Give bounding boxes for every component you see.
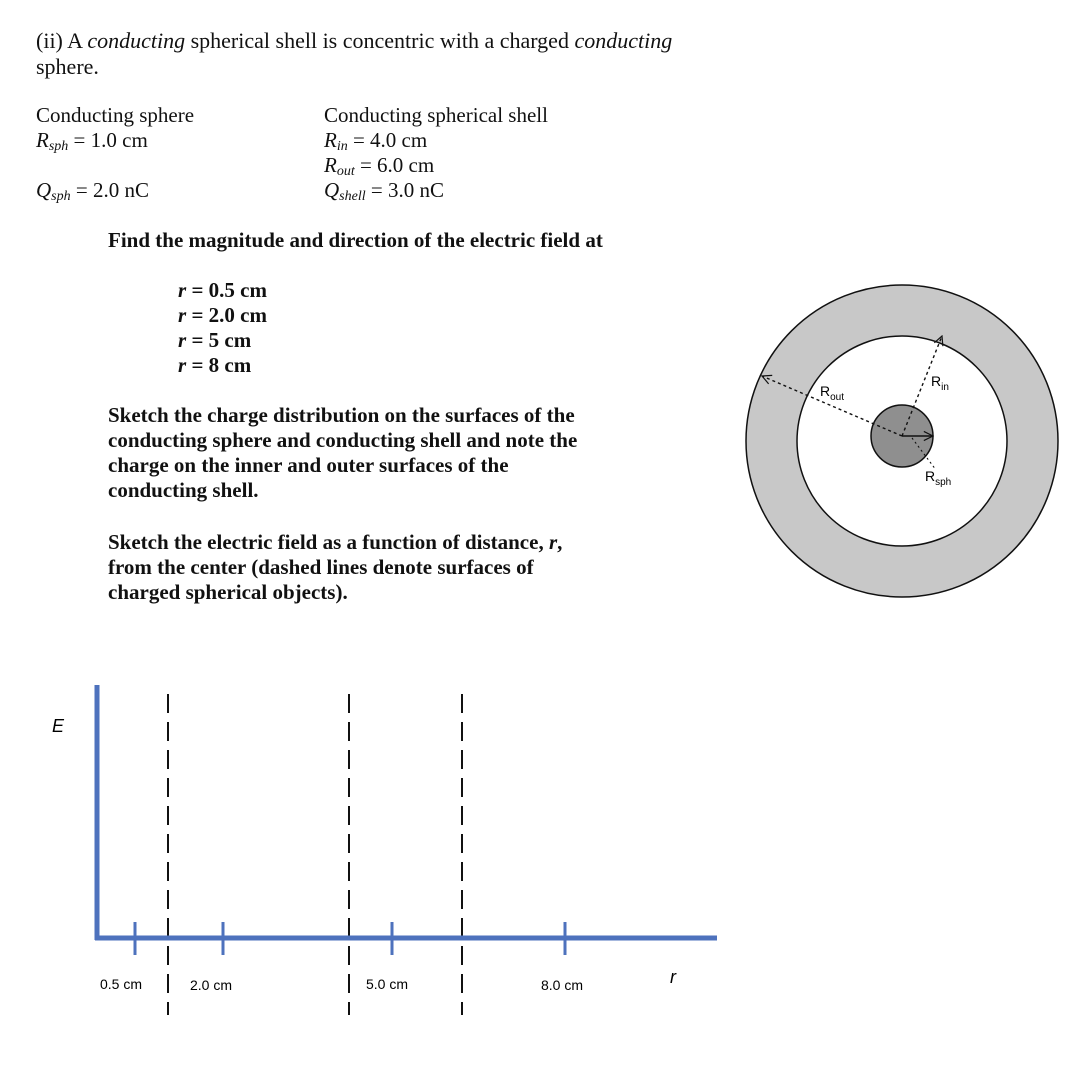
charge-line-1: Sketch the charge distribution on the surfaces of the bbox=[108, 403, 575, 427]
sketch-line-2: from the center (dashed lines denote surfaces of bbox=[108, 555, 534, 579]
field-graph bbox=[52, 685, 717, 1015]
y-axis-label: E bbox=[52, 716, 65, 736]
question-field-heading: Find the magnitude and direction of the electric field at bbox=[108, 228, 603, 252]
tick-label-0-5cm: 0.5 cm bbox=[100, 976, 143, 992]
sketch-line-1: Sketch the electric field as a function of distance, r, bbox=[108, 530, 563, 554]
tick-label-5-0cm: 5.0 cm bbox=[366, 976, 409, 992]
rsph-label: $R_{sph}$ bbox=[925, 468, 952, 488]
point-4: r = 8 cm bbox=[178, 353, 252, 377]
rout-label: $R_{out}$ bbox=[820, 383, 845, 403]
point-2: r = 2.0 cm bbox=[178, 303, 267, 327]
sketch-line-3: charged spherical objects). bbox=[108, 580, 348, 604]
charge-line-2: conducting sphere and conducting shell and note the bbox=[108, 428, 578, 452]
sphere-shell-diagram bbox=[746, 285, 1058, 597]
intro-line-1: (ii) A conducting spherical shell is concentric with a charged conducting bbox=[36, 28, 673, 53]
sphere-heading: Conducting sphere bbox=[36, 103, 195, 127]
point-1: r = 0.5 cm bbox=[178, 278, 267, 302]
shell-charge: $Q_{shell} = 3.0$ nC bbox=[324, 178, 444, 204]
intro-line-2: sphere. bbox=[36, 54, 99, 79]
point-3: r = 5 cm bbox=[178, 328, 252, 352]
tick-label-2-0cm: 2.0 cm bbox=[190, 977, 233, 993]
sphere-charge: $Q_{sph} = 2.0$ nC bbox=[36, 178, 149, 204]
sphere-radius: $R_{sph} = 1.0$ cm bbox=[36, 128, 148, 154]
shell-inner-radius: $R_{in} = 4.0$ cm bbox=[324, 128, 428, 154]
shell-heading: Conducting spherical shell bbox=[324, 103, 548, 127]
x-axis-label: r bbox=[670, 967, 676, 987]
charge-line-3: charge on the inner and outer surfaces of the bbox=[108, 453, 509, 477]
charge-line-4: conducting shell. bbox=[108, 478, 259, 502]
shell-outer-radius: $R_{out} = 6.0$ cm bbox=[324, 153, 435, 179]
tick-label-8-0cm: 8.0 cm bbox=[541, 977, 584, 993]
rin-label: $R_{in}$ bbox=[931, 373, 949, 393]
